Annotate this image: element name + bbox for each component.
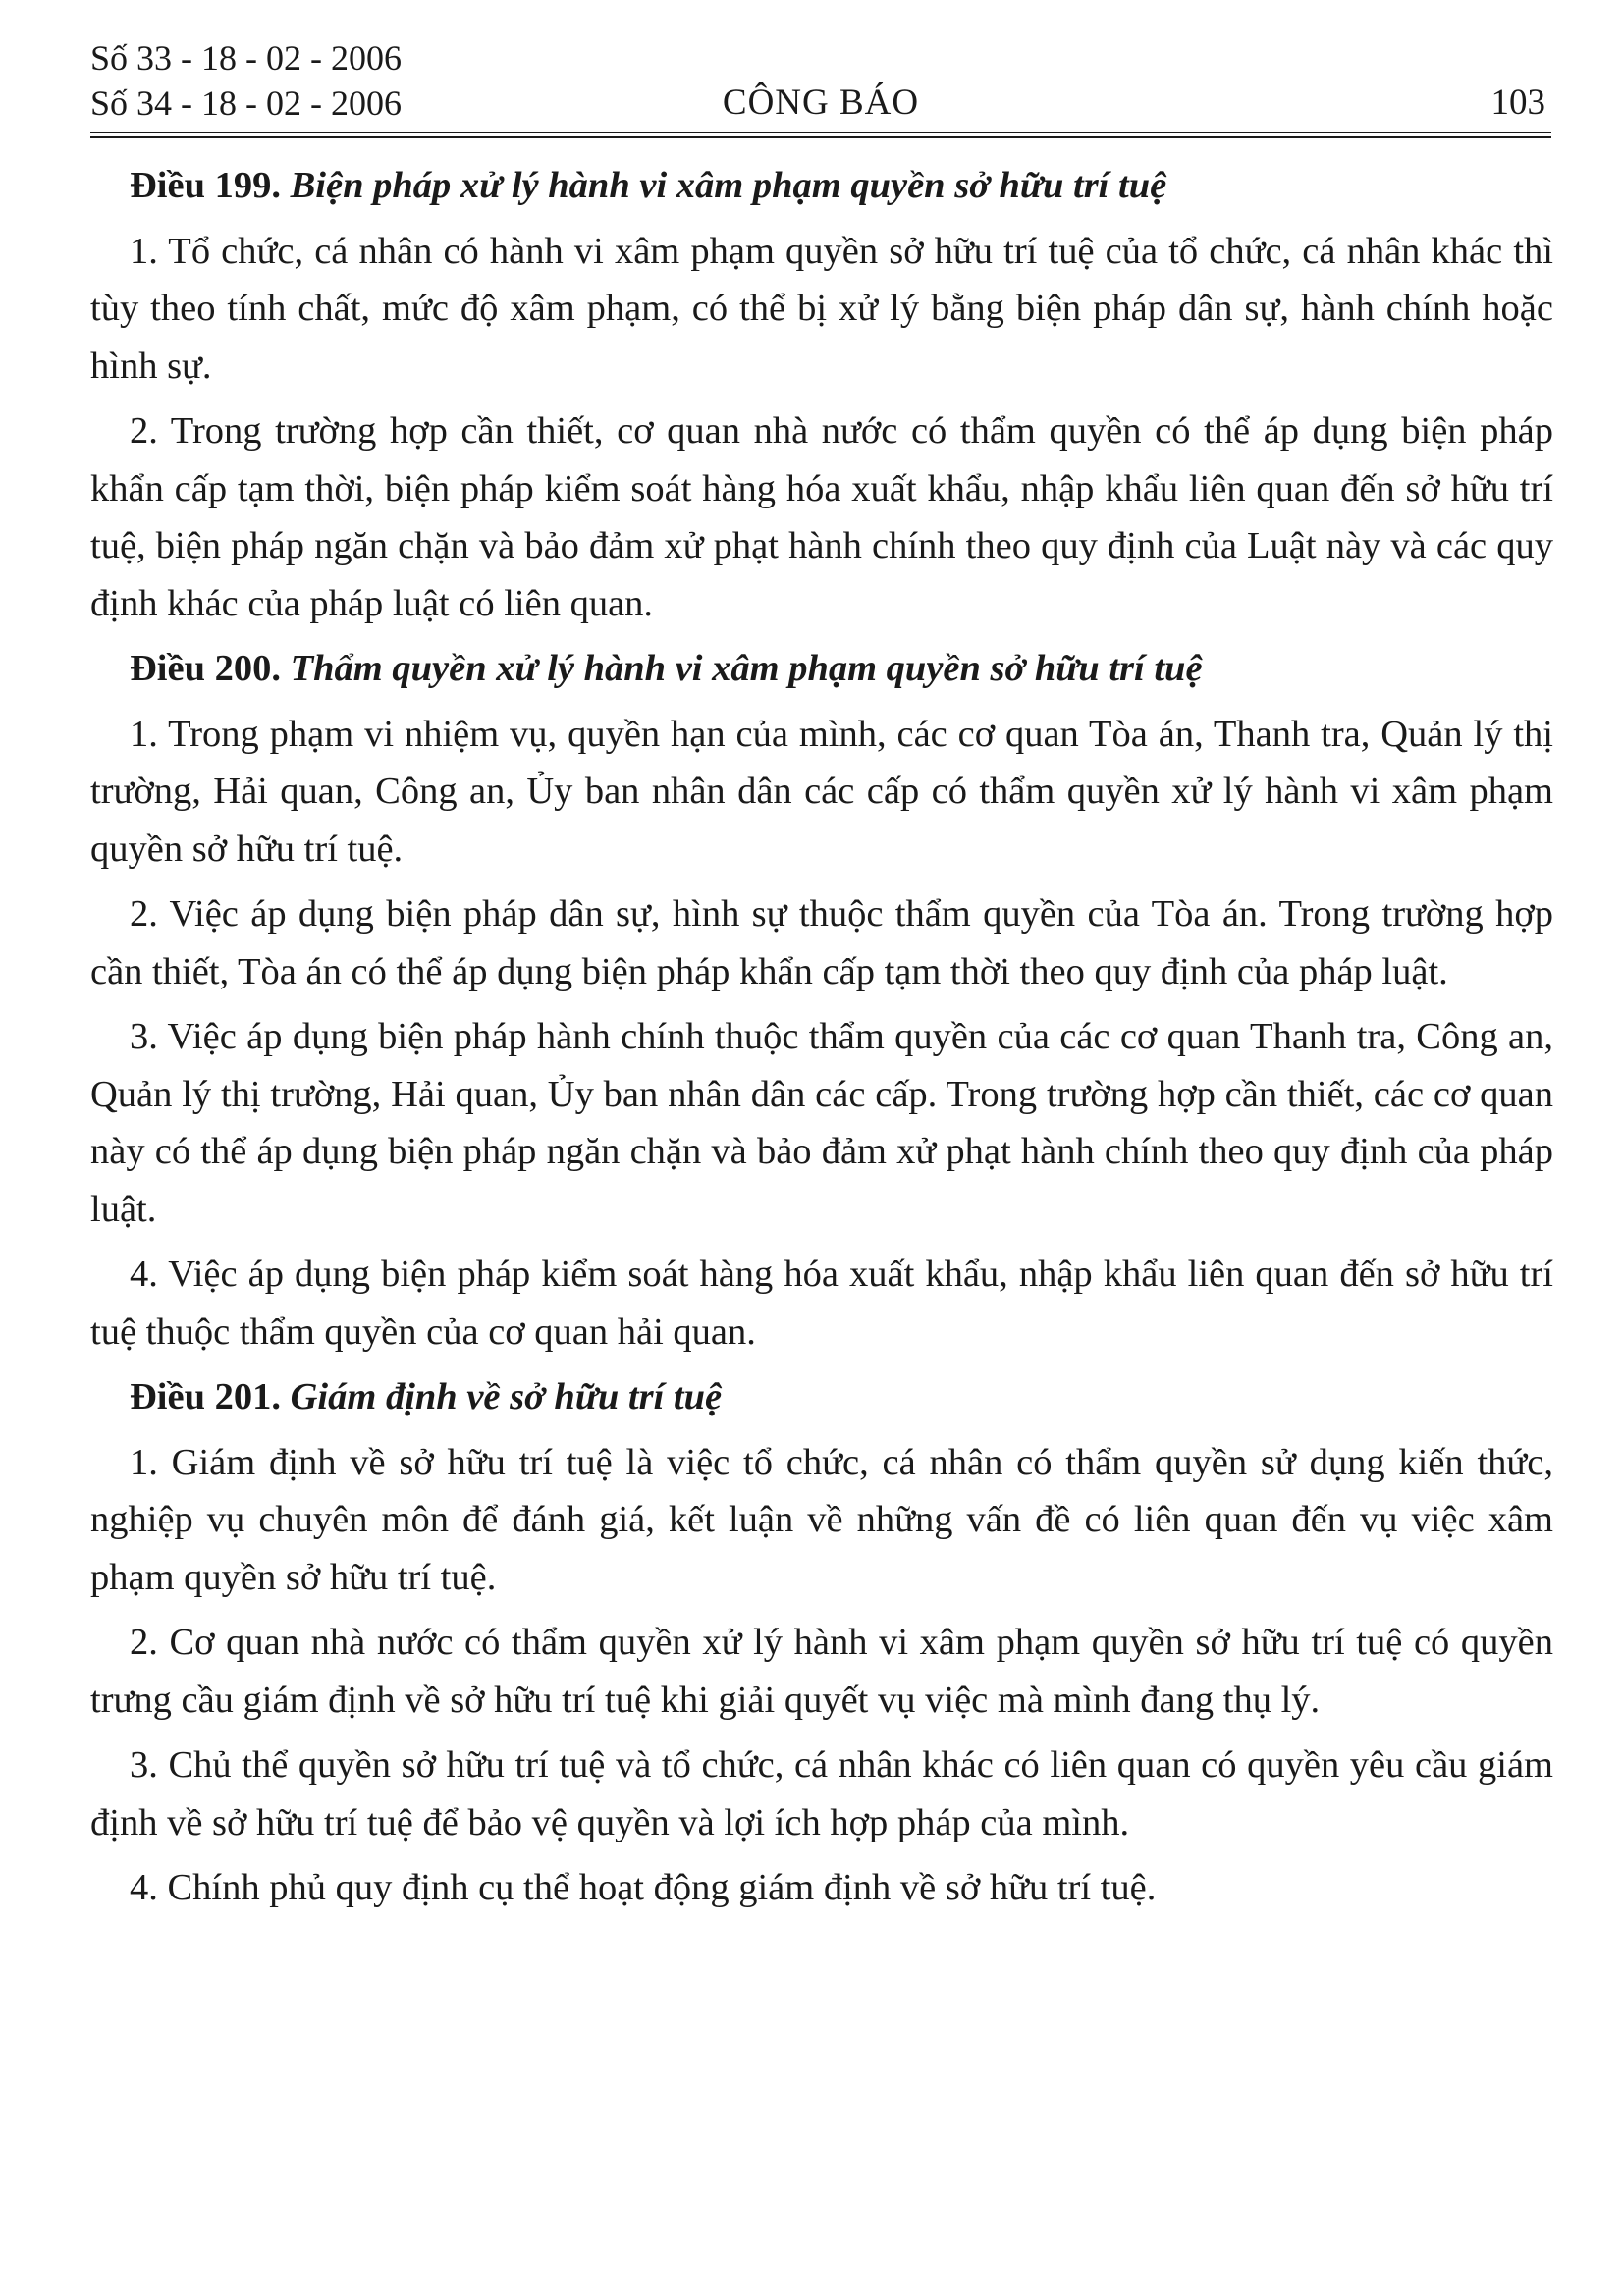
clause: 1. Trong phạm vi nhiệm vụ, quyền hạn của mình, các cơ quan Tòa án, Thanh tra, Quản lý thị trường, Hải quan, Công an, Ủy ban nhân dân các cấp có thẩm quyền xử lý hành vi xâm phạm quyền sở hữu trí tuệ. xyxy=(90,713,1553,870)
article-title: Biện pháp xử lý hành vi xâm phạm quyền sở hữu trí tuệ xyxy=(290,165,1167,206)
clause: 1. Giám định về sở hữu trí tuệ là việc tổ chức, cá nhân có thẩm quyền sử dụng kiến thức, nghiệp vụ chuyên môn để đánh giá, kết luận về những vấn đề có liên quan đến vụ việc xâm phạm quyền sở hữu trí tuệ. xyxy=(90,1441,1553,1598)
clause: 3. Chủ thể quyền sở hữu trí tuệ và tổ chức, cá nhân khác có liên quan có quyền yêu cầu giám định về sở hữu trí tuệ để bảo vệ quyền và lợi ích hợp pháp của mình. xyxy=(90,1744,1553,1843)
gazette-title: CÔNG BÁO xyxy=(722,82,920,123)
header-double-rule xyxy=(90,132,1551,138)
document-body xyxy=(90,157,1553,1925)
article-199 xyxy=(90,157,1553,632)
clause: 4. Chính phủ quy định cụ thể hoạt động giám định về sở hữu trí tuệ. xyxy=(130,1867,1157,1908)
clause: 4. Việc áp dụng biện pháp kiểm soát hàng hóa xuất khẩu, nhập khẩu liên quan đến sở hữu trí tuệ thuộc thẩm quyền của cơ quan hải quan. xyxy=(90,1254,1553,1353)
page-number: 103 xyxy=(1490,82,1545,123)
page-header xyxy=(90,35,1551,137)
clause: 3. Việc áp dụng biện pháp hành chính thuộc thẩm quyền của các cơ quan Thanh tra, Công an, Quản lý thị trường, Hải quan, Ủy ban nhân dân các cấp. Trong trường hợp cần thiết, các cơ quan này có thể áp dụng biện pháp ngăn chặn và bảo đảm xử phạt hành chính theo quy định của pháp luật. xyxy=(90,1016,1553,1230)
clause: 2. Cơ quan nhà nước có thẩm quyền xử lý hành vi xâm phạm quyền sở hữu trí tuệ có quyền trưng cầu giám định về sở hữu trí tuệ khi giải quyết vụ việc mà mình đang thụ lý. xyxy=(90,1622,1553,1721)
issue-line-1: Số 33 - 18 - 02 - 2006 xyxy=(90,38,402,78)
article-heading xyxy=(90,1368,1553,1426)
article-title: Giám định về sở hữu trí tuệ xyxy=(290,1376,723,1417)
article-201 xyxy=(90,1368,1553,1917)
article-title: Thẩm quyền xử lý hành vi xâm phạm quyền sở hữu trí tuệ xyxy=(290,648,1203,689)
clause: 1. Tổ chức, cá nhân có hành vi xâm phạm quyền sở hữu trí tuệ của tổ chức, cá nhân khác thì tùy theo tính chất, mức độ xâm phạm, có thể bị xử lý bằng biện pháp dân sự, hành chính hoặc hình sự. xyxy=(90,230,1553,387)
article-number: Điều 201. xyxy=(130,1376,281,1417)
clause: 2. Trong trường hợp cần thiết, cơ quan nhà nước có thẩm quyền có thể áp dụng biện pháp khẩn cấp tạm thời, biện pháp kiểm soát hàng hóa xuất khẩu, nhập khẩu liên quan đến sở hữu trí tuệ, biện pháp ngăn chặn và bảo đảm xử phạt hành chính theo quy định của Luật này và các quy định khác của pháp luật có liên quan. xyxy=(90,410,1553,624)
issue-line-2: Số 34 - 18 - 02 - 2006 xyxy=(90,83,402,123)
article-heading xyxy=(90,640,1553,698)
article-number: Điều 199. xyxy=(130,165,281,206)
article-heading xyxy=(90,157,1553,215)
clause: 2. Việc áp dụng biện pháp dân sự, hình sự thuộc thẩm quyền của Tòa án. Trong trường hợp cần thiết, Tòa án có thể áp dụng biện pháp khẩn cấp tạm thời theo quy định của pháp luật. xyxy=(90,893,1553,992)
article-number: Điều 200. xyxy=(130,648,281,689)
article-200 xyxy=(90,640,1553,1361)
